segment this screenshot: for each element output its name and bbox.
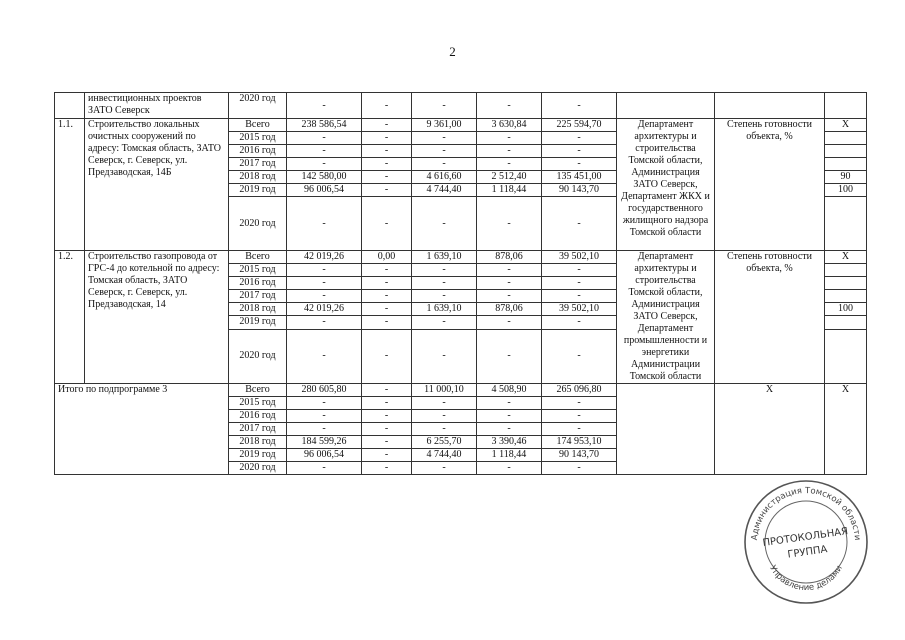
value-cell: 1 118,44 xyxy=(477,184,542,197)
value-cell: - xyxy=(542,410,617,423)
value-cell: - xyxy=(477,264,542,277)
value-cell: - xyxy=(412,462,477,475)
value-cell: - xyxy=(287,145,362,158)
executor-cell: Департамент архитектуры и строительства Томской области, Администрация ЗАТО Северск, Департамент промышленности и энергетики Администрации Томской области xyxy=(617,251,715,384)
value-cell: - xyxy=(477,397,542,410)
value-cell: - xyxy=(362,316,412,329)
value-cell: - xyxy=(362,397,412,410)
year-cell: 2018 год xyxy=(229,171,287,184)
value-cell: - xyxy=(542,329,617,383)
year-cell: 2016 год xyxy=(229,145,287,158)
value-cell: 1 639,10 xyxy=(412,303,477,316)
value-cell: - xyxy=(477,132,542,145)
value-cell: - xyxy=(362,93,412,119)
year-cell: 2017 год xyxy=(229,290,287,303)
value-cell: - xyxy=(412,423,477,436)
value-cell: - xyxy=(542,197,617,251)
stamp-protocol-group xyxy=(742,478,870,606)
value-cell: - xyxy=(477,462,542,475)
value-cell: - xyxy=(477,329,542,383)
value-cell: - xyxy=(362,197,412,251)
table-body xyxy=(55,93,867,475)
stamp-outer-text: Администрация Томской области xyxy=(749,485,863,541)
value-cell: 878,06 xyxy=(477,251,542,264)
value-cell: - xyxy=(542,462,617,475)
executor-cell xyxy=(617,384,715,475)
value-cell: - xyxy=(412,93,477,119)
value-cell: 3 390,46 xyxy=(477,436,542,449)
value-cell: 265 096,80 xyxy=(542,384,617,397)
indicator-value: 100 xyxy=(825,303,867,316)
value-cell: - xyxy=(477,290,542,303)
value-cell: - xyxy=(287,290,362,303)
value-cell: - xyxy=(362,145,412,158)
year-cell: 2017 год xyxy=(229,423,287,436)
indicator-value xyxy=(825,277,867,290)
year-cell: 2019 год xyxy=(229,184,287,197)
item-number: 1.1. xyxy=(55,119,85,251)
year-cell: 2020 год xyxy=(229,197,287,251)
indicator-value xyxy=(825,145,867,158)
year-cell: Всего xyxy=(229,251,287,264)
value-cell: - xyxy=(542,158,617,171)
year-cell: 2015 год xyxy=(229,397,287,410)
value-cell: - xyxy=(477,277,542,290)
value-cell: - xyxy=(477,423,542,436)
item-number: 1.2. xyxy=(55,251,85,384)
value-cell: - xyxy=(287,197,362,251)
total-label: Итого по подпрограмме 3 xyxy=(55,384,229,475)
value-cell: - xyxy=(362,462,412,475)
value-cell: 6 255,70 xyxy=(412,436,477,449)
value-cell: - xyxy=(412,132,477,145)
indicator-name: Х xyxy=(715,384,825,475)
value-cell: 4 744,40 xyxy=(412,184,477,197)
value-cell: - xyxy=(542,132,617,145)
value-cell: - xyxy=(412,397,477,410)
value-cell: - xyxy=(412,277,477,290)
value-cell: 39 502,10 xyxy=(542,303,617,316)
table-row xyxy=(55,251,867,264)
num-cell xyxy=(55,93,85,119)
year-cell: 2020 год xyxy=(229,462,287,475)
indicator-name: Степень готовности объекта, % xyxy=(715,251,825,384)
value-cell: - xyxy=(362,410,412,423)
value-cell: 11 000,10 xyxy=(412,384,477,397)
indicator-value xyxy=(825,264,867,277)
value-cell: - xyxy=(542,397,617,410)
value-cell: - xyxy=(542,145,617,158)
indicator-value: 90 xyxy=(825,171,867,184)
value-cell: 2 512,40 xyxy=(477,171,542,184)
value-cell: - xyxy=(287,158,362,171)
value-cell: - xyxy=(542,423,617,436)
value-cell: - xyxy=(362,290,412,303)
year-cell: Всего xyxy=(229,384,287,397)
value-cell: 280 605,80 xyxy=(287,384,362,397)
indicator-cell xyxy=(715,93,825,119)
total-row xyxy=(55,384,867,397)
value-cell: - xyxy=(287,316,362,329)
value-cell: 4 616,60 xyxy=(412,171,477,184)
year-cell: 2020 год xyxy=(229,329,287,383)
stamp-line-2: ГРУППА xyxy=(786,544,829,561)
stamp-bottom-text: Управление делами xyxy=(767,563,845,594)
value-cell: - xyxy=(542,316,617,329)
value-cell: - xyxy=(362,264,412,277)
value-cell: 184 599,26 xyxy=(287,436,362,449)
value-cell: - xyxy=(412,197,477,251)
year-cell: 2020 год xyxy=(229,93,287,119)
value-cell: - xyxy=(362,423,412,436)
value-cell: - xyxy=(362,303,412,316)
value-cell: 96 006,54 xyxy=(287,184,362,197)
value-cell: - xyxy=(412,264,477,277)
value-cell: 90 143,70 xyxy=(542,449,617,462)
indicator-value-cell xyxy=(825,93,867,119)
indicator-value xyxy=(825,316,867,329)
year-cell: 2018 год xyxy=(229,436,287,449)
year-cell: Всего xyxy=(229,119,287,132)
indicator-value: Х xyxy=(825,119,867,132)
year-cell: 2015 год xyxy=(229,132,287,145)
value-cell: - xyxy=(362,184,412,197)
value-cell: - xyxy=(477,93,542,119)
value-cell: - xyxy=(287,462,362,475)
value-cell: 142 580,00 xyxy=(287,171,362,184)
value-cell: - xyxy=(287,132,362,145)
value-cell: - xyxy=(287,423,362,436)
value-cell: - xyxy=(542,264,617,277)
value-cell: - xyxy=(362,158,412,171)
value-cell: - xyxy=(412,145,477,158)
value-cell: - xyxy=(287,264,362,277)
year-cell: 2019 год xyxy=(229,316,287,329)
value-cell: - xyxy=(412,316,477,329)
value-cell: - xyxy=(412,410,477,423)
value-cell: 174 953,10 xyxy=(542,436,617,449)
indicator-value: Х xyxy=(825,384,867,475)
table-row xyxy=(55,119,867,132)
value-cell: - xyxy=(542,93,617,119)
value-cell: - xyxy=(362,171,412,184)
page-number: 2 xyxy=(449,44,456,59)
value-cell: 3 630,84 xyxy=(477,119,542,132)
continuation-row xyxy=(55,93,867,119)
year-cell: 2019 год xyxy=(229,449,287,462)
value-cell: 4 508,90 xyxy=(477,384,542,397)
value-cell: - xyxy=(362,449,412,462)
indicator-value xyxy=(825,290,867,303)
indicator-value: Х xyxy=(825,251,867,264)
indicator-value xyxy=(825,158,867,171)
stamp-line-1: ПРОТОКОЛЬНАЯ xyxy=(761,526,849,549)
value-cell: - xyxy=(477,410,542,423)
value-cell: - xyxy=(287,329,362,383)
value-cell: - xyxy=(362,436,412,449)
value-cell: 42 019,26 xyxy=(287,303,362,316)
value-cell: 9 361,00 xyxy=(412,119,477,132)
value-cell: - xyxy=(477,158,542,171)
value-cell: - xyxy=(412,329,477,383)
value-cell: - xyxy=(287,93,362,119)
indicator-name: Степень готовности объекта, % xyxy=(715,119,825,251)
item-name: Строительство локальных очистных сооружений по адресу: Томская область, ЗАТО Северск, г. Северск, ул. Предзаводская, 14Б xyxy=(85,119,229,251)
item-name: Строительство газопровода от ГРС-4 до котельной по адресу: Томская область, ЗАТО Северск, г. Северск, ул. Предзаводская, 14 xyxy=(85,251,229,384)
value-cell: 42 019,26 xyxy=(287,251,362,264)
value-cell: - xyxy=(477,316,542,329)
executor-cell: Департамент архитектуры и строительства Томской области, Администрация ЗАТО Северск, Департамент ЖКХ и государственного жилищного надзора Томской области xyxy=(617,119,715,251)
value-cell: - xyxy=(362,119,412,132)
value-cell: - xyxy=(362,329,412,383)
value-cell: - xyxy=(362,384,412,397)
value-cell: - xyxy=(412,290,477,303)
indicator-value xyxy=(825,132,867,145)
value-cell: - xyxy=(542,290,617,303)
value-cell: - xyxy=(287,397,362,410)
value-cell: 878,06 xyxy=(477,303,542,316)
year-cell: 2018 год xyxy=(229,303,287,316)
value-cell: 135 451,00 xyxy=(542,171,617,184)
value-cell: - xyxy=(412,158,477,171)
value-cell: - xyxy=(542,277,617,290)
indicator-value xyxy=(825,329,867,383)
value-cell: 4 744,40 xyxy=(412,449,477,462)
value-cell: 90 143,70 xyxy=(542,184,617,197)
value-cell: 39 502,10 xyxy=(542,251,617,264)
value-cell: - xyxy=(362,277,412,290)
value-cell: 1 639,10 xyxy=(412,251,477,264)
value-cell: - xyxy=(477,197,542,251)
year-cell: 2017 год xyxy=(229,158,287,171)
indicator-value xyxy=(825,197,867,251)
value-cell: - xyxy=(477,145,542,158)
indicator-value: 100 xyxy=(825,184,867,197)
value-cell: - xyxy=(287,410,362,423)
value-cell: 238 586,54 xyxy=(287,119,362,132)
value-cell: 1 118,44 xyxy=(477,449,542,462)
value-cell: 225 594,70 xyxy=(542,119,617,132)
name-cell: инвестиционных проектов ЗАТО Северск xyxy=(85,93,229,119)
value-cell: 0,00 xyxy=(362,251,412,264)
year-cell: 2016 год xyxy=(229,410,287,423)
value-cell: 96 006,54 xyxy=(287,449,362,462)
value-cell: - xyxy=(287,277,362,290)
year-cell: 2015 год xyxy=(229,264,287,277)
executor-cell xyxy=(617,93,715,119)
value-cell: - xyxy=(362,132,412,145)
program-table xyxy=(54,92,867,475)
year-cell: 2016 год xyxy=(229,277,287,290)
